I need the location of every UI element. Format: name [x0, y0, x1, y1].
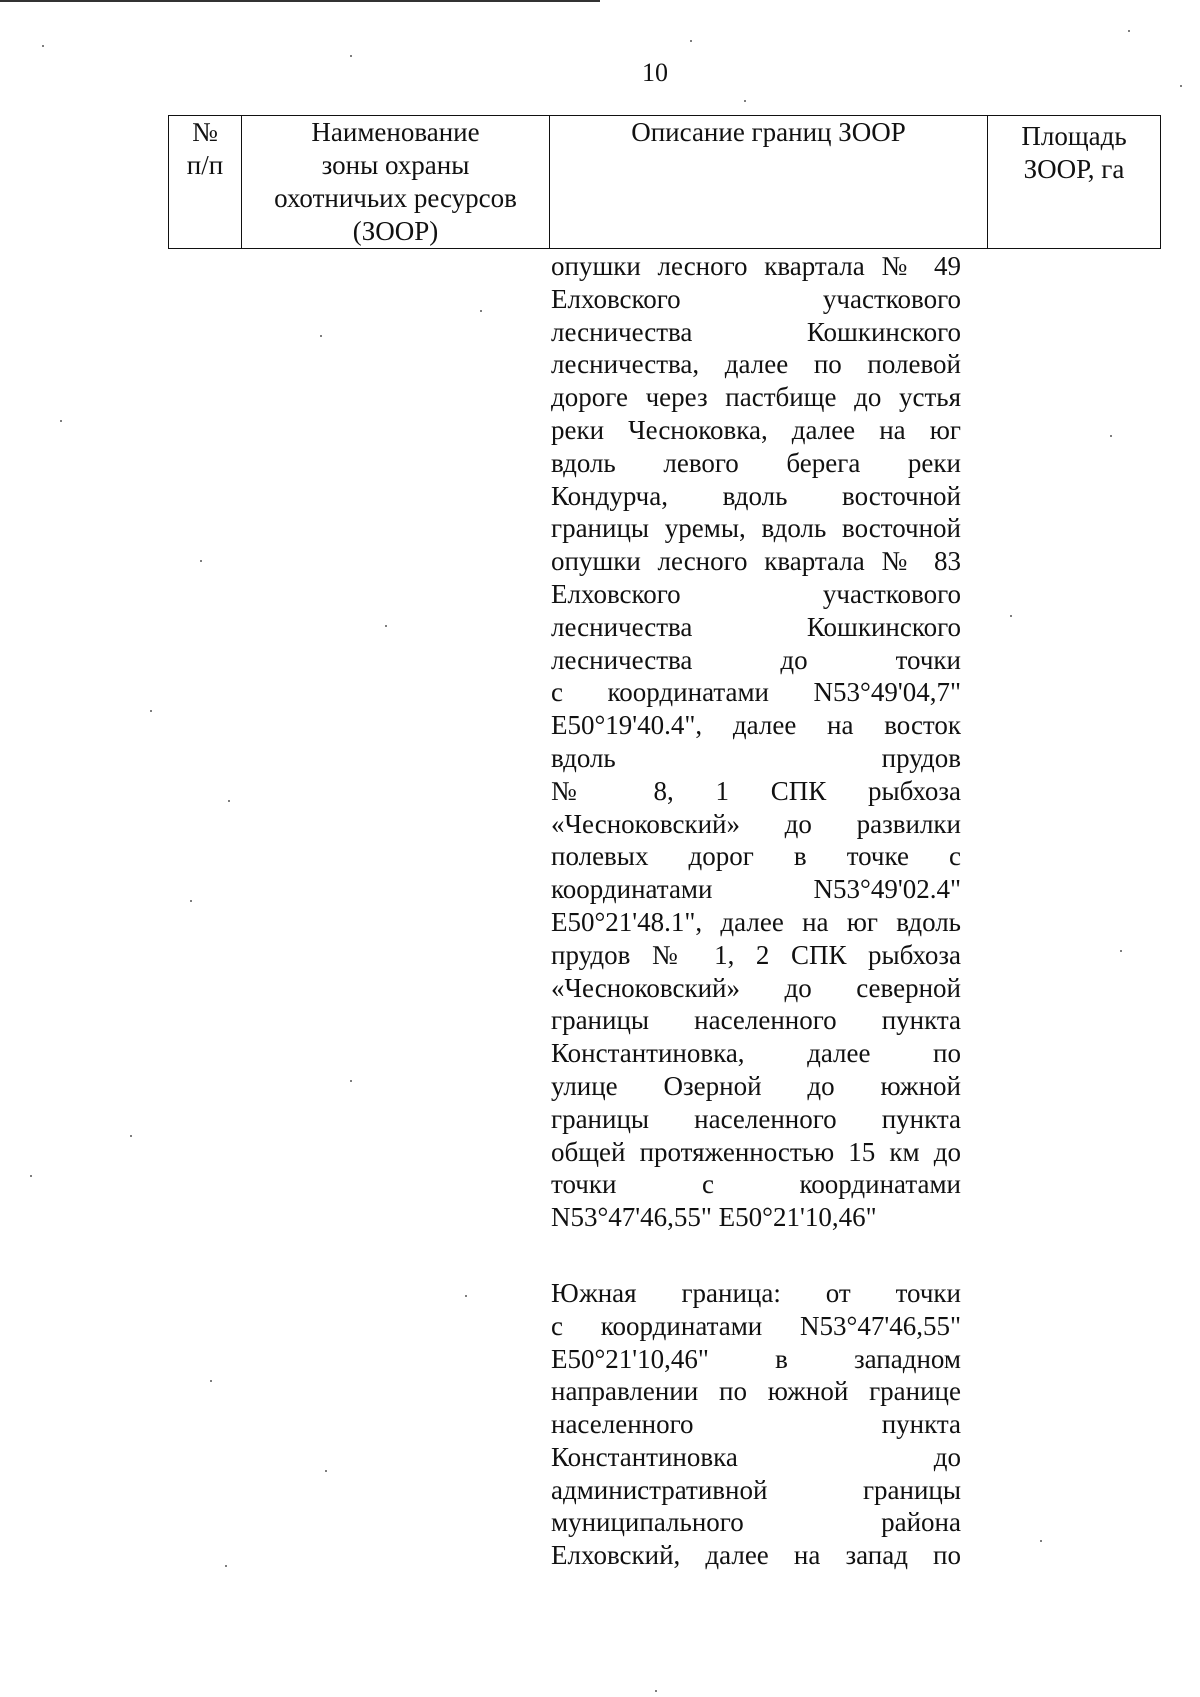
header-area: [988, 116, 1161, 249]
description-line: административной границы: [551, 1474, 961, 1505]
description-line: координатами N53°49'02.4": [551, 874, 961, 905]
description-line: E50°19'40.4", далее на восток: [551, 710, 961, 741]
scan-speck: [1040, 1540, 1042, 1542]
description-line: границы уремы, вдоль восточной: [551, 513, 961, 544]
description-line: общей протяженностью 15 км до: [551, 1136, 961, 1167]
description-line: с координатами N53°47'46,55": [551, 1310, 961, 1341]
description-line: вдоль прудов: [551, 742, 961, 773]
description-line: улице Озерной до южной: [551, 1070, 961, 1101]
description-line: границы населенного пункта: [551, 1103, 961, 1134]
scan-speck: [465, 1295, 467, 1297]
scan-speck: [1110, 435, 1112, 437]
description-line: реки Чесноковка, далее на юг: [551, 414, 961, 445]
header-number: [169, 116, 242, 249]
header-zone-name-line-2: зоны охраны: [321, 150, 470, 180]
description-line: с координатами N53°49'04,7": [551, 677, 961, 708]
scan-speck: [350, 1080, 352, 1082]
header-zone-name-line-3: охотничьих ресурсов: [274, 183, 517, 213]
scan-speck: [225, 1565, 227, 1567]
description-line: точки с координатами: [551, 1169, 961, 1200]
description-line: Южная граница: от точки: [551, 1277, 961, 1308]
scan-speck: [42, 45, 44, 47]
description-line: населенного пункта: [551, 1409, 961, 1440]
description-line: лесничества Кошкинского: [551, 316, 961, 347]
description-line: прудов № 1, 2 СПК рыбхоза: [551, 939, 961, 970]
header-zone-name-line-1: Наименование: [311, 117, 480, 147]
scan-speck: [1180, 85, 1182, 87]
scan-speck: [690, 40, 692, 42]
description-line: «Чесноковский» до развилки: [551, 808, 961, 839]
description-line: «Чесноковский» до северной: [551, 972, 961, 1003]
description-paragraph-2: [551, 1277, 961, 1572]
header-boundary-description-line-1: Описание границ ЗООР: [631, 117, 906, 147]
description-line: направлении по южной границе: [551, 1376, 961, 1407]
description-line: лесничества до точки: [551, 644, 961, 675]
boundary-description: [551, 250, 961, 1572]
description-line: № 8, 1 СПК рыбхоза: [551, 775, 961, 806]
header-number-line-1: №: [192, 117, 218, 147]
scan-speck: [150, 710, 152, 712]
description-line: вдоль левого берега реки: [551, 447, 961, 478]
scan-speck: [190, 900, 192, 902]
description-line: дороге через пастбище до устья: [551, 382, 961, 413]
page-number: 10: [642, 58, 668, 87]
boundary-table-header: [168, 115, 1161, 249]
header-area-line-1: Площадь: [1021, 121, 1127, 151]
scan-speck: [325, 1470, 327, 1472]
description-line: лесничества, далее по полевой: [551, 349, 961, 380]
description-line: N53°47'46,55" E50°21'10,46": [551, 1202, 877, 1233]
description-line: границы населенного пункта: [551, 1005, 961, 1036]
description-line: муниципального района: [551, 1507, 961, 1538]
scan-speck: [655, 1690, 657, 1692]
description-line: лесничества Кошкинского: [551, 611, 961, 642]
scan-edge-line: [0, 0, 600, 2]
paragraph-gap: [551, 1234, 961, 1277]
scan-speck: [350, 55, 352, 57]
scan-speck: [480, 310, 482, 312]
header-zone-name-line-4: (ЗООР): [352, 216, 439, 246]
header-row: [169, 116, 1161, 249]
scan-speck: [744, 100, 746, 102]
scan-speck: [320, 335, 322, 337]
description-line: полевых дорог в точке с: [551, 841, 961, 872]
scan-speck: [30, 1175, 32, 1177]
scan-speck: [1010, 615, 1012, 617]
scan-speck: [210, 1380, 212, 1382]
description-paragraph-1: [551, 250, 961, 1234]
description-line: E50°21'10,46" в западном: [551, 1343, 961, 1374]
scan-speck: [60, 420, 62, 422]
header-boundary-description: [550, 116, 988, 249]
description-line: Елховского участкового: [551, 283, 961, 314]
scan-speck: [1120, 950, 1122, 952]
description-line: Кондурча, вдоль восточной: [551, 480, 961, 511]
description-line: Константиновка, далее по: [551, 1038, 961, 1069]
scan-speck: [228, 800, 230, 802]
header-number-line-2: п/п: [186, 150, 224, 180]
header-area-line-2: ЗООР, га: [1023, 154, 1125, 184]
description-line: опушки лесного квартала № 49: [551, 251, 961, 281]
scan-speck: [200, 560, 202, 562]
description-line: Елховский, далее на запад по: [551, 1540, 961, 1571]
description-line: E50°21'48.1", далее на юг вдоль: [551, 906, 961, 937]
description-line: Константиновка до: [551, 1441, 961, 1472]
description-line: Елховского участкового: [551, 578, 961, 609]
scan-speck: [1128, 30, 1130, 32]
scan-speck: [130, 1135, 132, 1137]
scan-speck: [385, 625, 387, 627]
header-zone-name: [242, 116, 550, 249]
description-line: опушки лесного квартала № 83: [551, 546, 961, 577]
